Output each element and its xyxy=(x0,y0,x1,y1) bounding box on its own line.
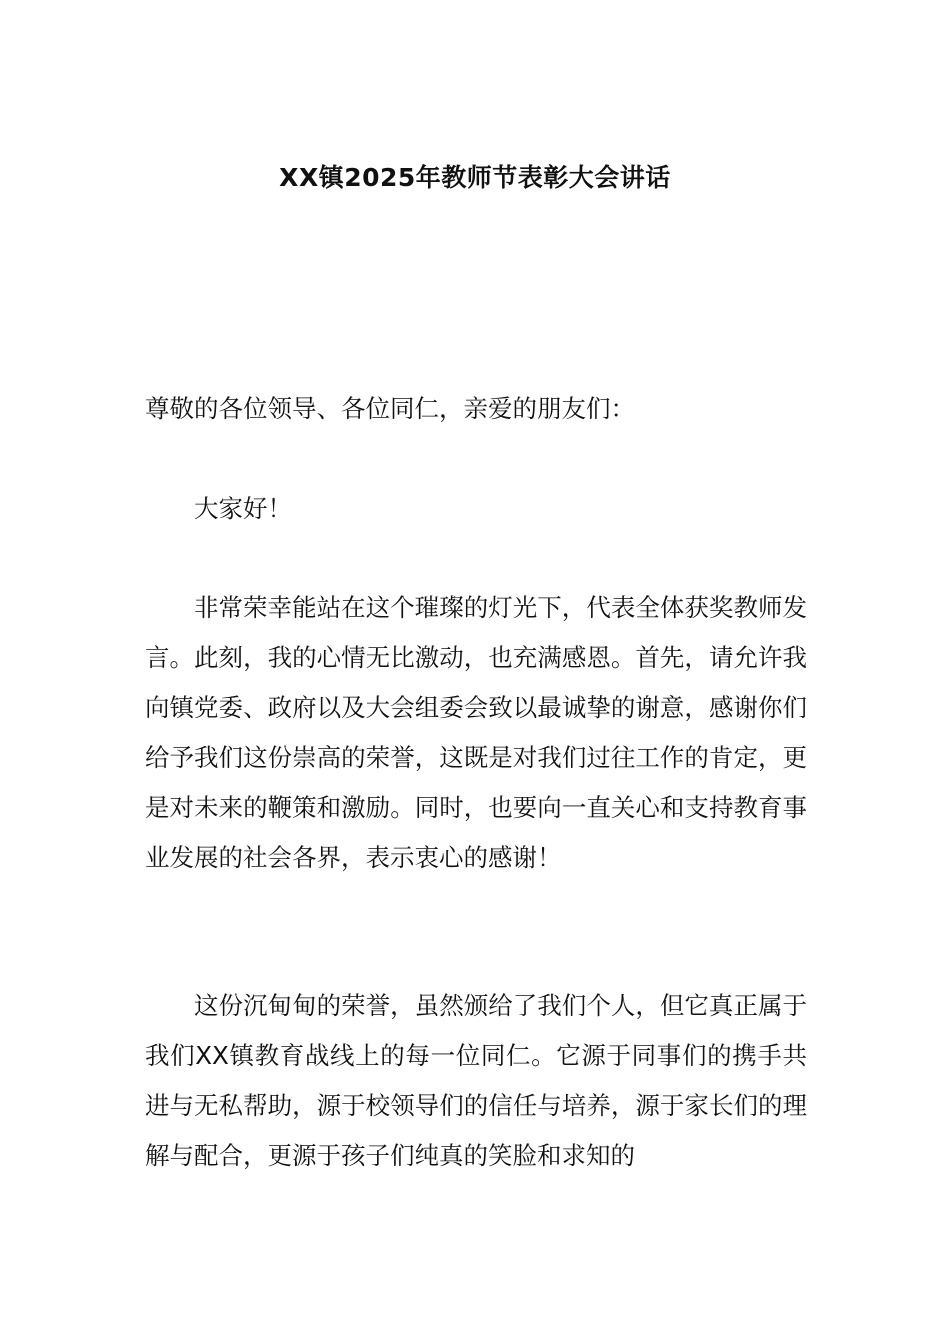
body-paragraph: 这份沉甸甸的荣誉，虽然颁给了我们个人，但它真正属于我们XX镇教育战线上的每一位同仁。它源于同事们的携手共进与无私帮助，源于校领导们的信任与培养，源于家长们的理解与配合，更源于孩子们纯真的笑脸和求知的 xyxy=(145,991,807,1170)
body-paragraph: 非常荣幸能站在这个璀璨的灯光下，代表全体获奖教师发言。此刻，我的心情无比激动，也充满感恩。首先，请允许我向镇党委、政府以及大会组委会致以最诚挚的谢意，感谢你们给予我们这份崇高的荣誉，这既是对我们过往工作的肯定，更是对未来的鞭策和激励。同时，也要向一直关心和支持教育事业发展的社会各界，表示衷心的感谢！ xyxy=(145,593,807,872)
salutation-line: 尊敬的各位领导、各位同仁，亲爱的朋友们： xyxy=(145,394,635,423)
document-title: XX镇2025年教师节表彰大会讲话 xyxy=(279,163,671,192)
greeting-line: 大家好！ xyxy=(194,494,292,523)
